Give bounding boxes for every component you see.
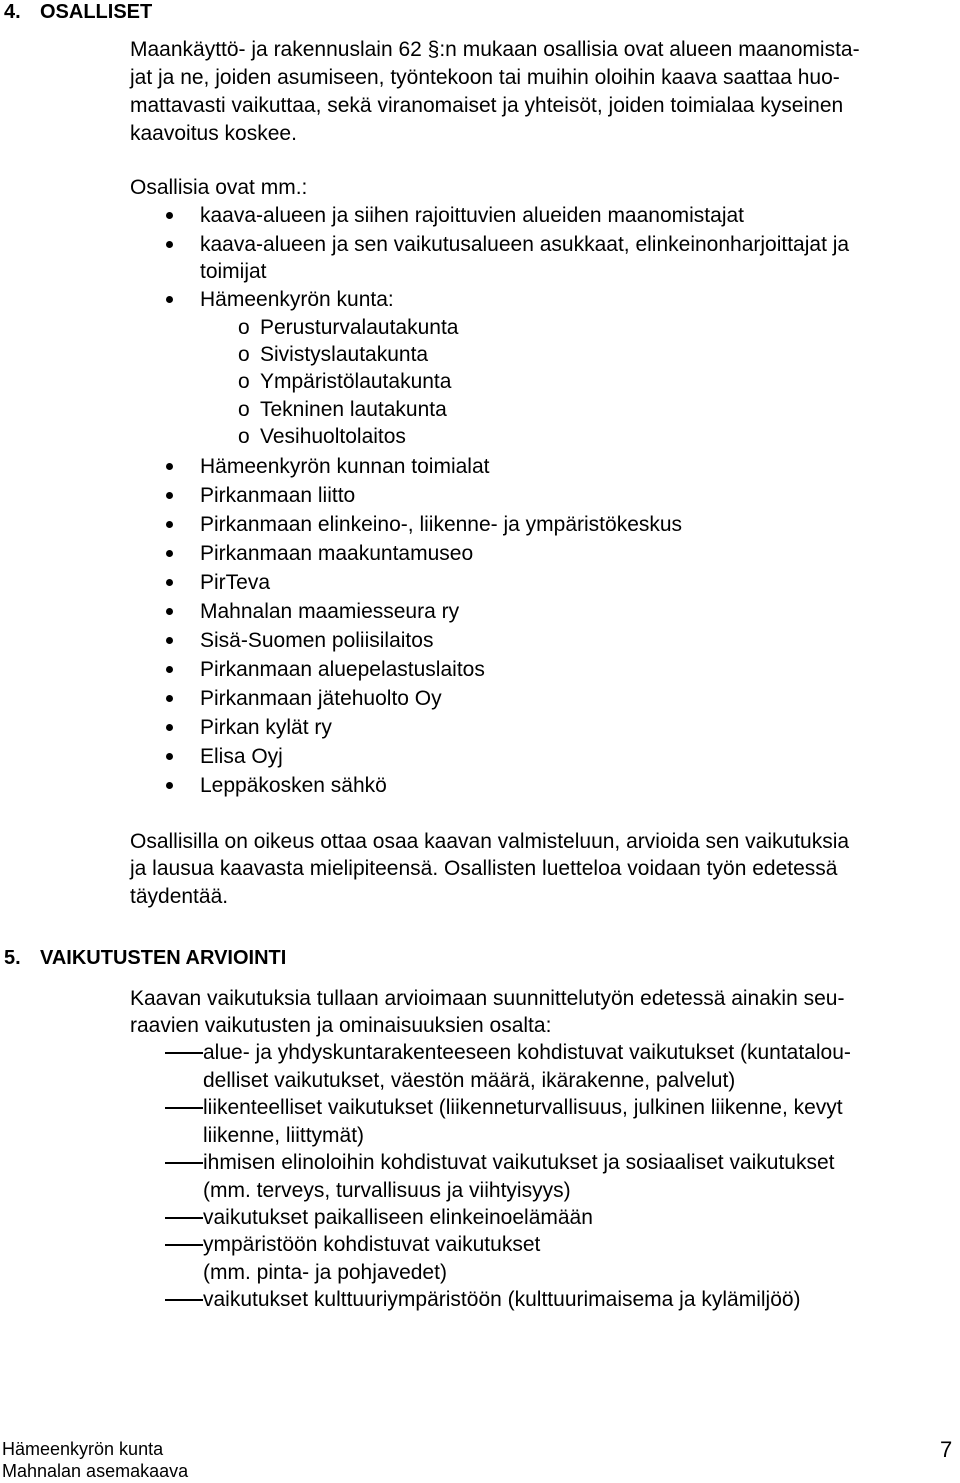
list-item: PirTeva (200, 571, 271, 594)
list-item: kaava-alueen ja siihen rajoittuvien alueiden maanomistajat (200, 204, 745, 227)
sub-list-item: Sivistyslautakunta (260, 343, 429, 366)
paragraph-line: täydentää. (130, 885, 229, 908)
dash-icon (165, 1107, 203, 1109)
paragraph-line: raavien vaikutusten ja ominaisuuksien osalta: (130, 1014, 552, 1037)
dash-icon (165, 1299, 203, 1301)
list-item: Pirkanmaan jätehuolto Oy (200, 687, 442, 710)
list-item-continuation: liikenne, liittymät) (203, 1124, 365, 1147)
section-5-number: 5. (4, 947, 21, 969)
list-item-continuation: delliset vaikutukset, väestön määrä, ikärakenne, palvelut) (203, 1069, 736, 1092)
list-item: Leppäkosken sähkö (200, 774, 387, 797)
sub-list-item: Tekninen lautakunta (260, 398, 447, 421)
bullet-icon (166, 463, 173, 470)
page-number: 7 (940, 1437, 953, 1462)
bullet-icon (166, 637, 173, 644)
bullet-icon (166, 521, 173, 528)
list-item: Pirkanmaan elinkeino-, liikenne- ja ympäristökeskus (200, 513, 683, 536)
sub-list-item: Perusturvalautakunta (260, 316, 459, 339)
bullet-icon (166, 212, 173, 219)
sub-bullet-icon: o (238, 370, 250, 393)
list-item: liikenteelliset vaikutukset (liikenneturvallisuus, julkinen liikenne, kevyt (203, 1096, 843, 1119)
bullet-icon (166, 579, 173, 586)
paragraph-line: Maankäyttö- ja rakennuslain 62 §:n mukaan osallisia ovat alueen maanomista- (130, 38, 860, 61)
dash-icon (165, 1052, 203, 1054)
list-item: Hämeenkyrön kunnan toimialat (200, 455, 490, 478)
bullet-icon (166, 241, 173, 248)
paragraph-line: mattavasti vaikuttaa, sekä viranomaiset ja yhteisöt, joiden toimialaa kyseinen (130, 94, 844, 117)
list-item: Hämeenkyrön kunta: (200, 288, 394, 311)
paragraph-line: Kaavan vaikutuksia tullaan arvioimaan suunnittelutyön edetessä ainakin seu- (130, 987, 845, 1010)
list-item: Sisä-Suomen poliisilaitos (200, 629, 434, 652)
paragraph-line: kaavoitus koskee. (130, 122, 297, 145)
footer-document: Mahnalan asemakaava (2, 1461, 189, 1481)
sub-bullet-icon: o (238, 425, 250, 448)
bullet-icon (166, 724, 173, 731)
sub-bullet-icon: o (238, 343, 250, 366)
list-item: Pirkanmaan aluepelastuslaitos (200, 658, 485, 681)
list-item: Mahnalan maamiesseura ry (200, 600, 460, 623)
list-item: Pirkanmaan liitto (200, 484, 356, 507)
paragraph-line: jat ja ne, joiden asumiseen, työntekoon tai muihin oloihin kaava saattaa huo- (130, 66, 840, 89)
bullet-icon (166, 753, 173, 760)
bullet-icon (166, 608, 173, 615)
section-5-title: VAIKUTUSTEN ARVIOINTI (40, 947, 287, 969)
bullet-icon (166, 492, 173, 499)
section-4-title: OSALLISET (40, 1, 153, 23)
dash-icon (165, 1162, 203, 1164)
paragraph-line: Osallisilla on oikeus ottaa osaa kaavan valmisteluun, arvioida sen vaikutuksia (130, 830, 850, 853)
list-item-continuation: (mm. terveys, turvallisuus ja viihtyisyys) (203, 1179, 571, 1202)
bullet-icon (166, 550, 173, 557)
list-item: kaava-alueen ja sen vaikutusalueen asukkaat, elinkeinonharjoittajat ja (200, 233, 850, 256)
list-item-continuation: toimijat (200, 260, 267, 283)
sub-list-item: Vesihuoltolaitos (260, 425, 406, 448)
bullet-icon (166, 666, 173, 673)
list-item: Pirkanmaan maakuntamuseo (200, 542, 474, 565)
bullet-icon (166, 782, 173, 789)
sub-bullet-icon: o (238, 398, 250, 421)
list-item: Elisa Oyj (200, 745, 283, 768)
list-item: Pirkan kylät ry (200, 716, 332, 739)
list-lead: Osallisia ovat mm.: (130, 176, 308, 199)
section-4-number: 4. (4, 1, 21, 23)
bullet-icon (166, 695, 173, 702)
paragraph-line: ja lausua kaavasta mielipiteensä. Osallisten luetteloa voidaan työn edetessä (130, 857, 838, 880)
list-item: vaikutukset kulttuuriympäristöön (kulttuurimaisema ja kylämiljöö) (203, 1288, 801, 1311)
bullet-icon (166, 296, 173, 303)
list-item: vaikutukset paikalliseen elinkeinoelämään (203, 1206, 593, 1229)
list-item-continuation: (mm. pinta- ja pohjavedet) (203, 1261, 447, 1284)
sub-list-item: Ympäristölautakunta (260, 370, 452, 393)
list-item: alue- ja yhdyskuntarakenteeseen kohdistuvat vaikutukset (kuntatalou- (203, 1041, 851, 1064)
footer-org: Hämeenkyrön kunta (2, 1439, 164, 1459)
sub-bullet-icon: o (238, 316, 250, 339)
dash-icon (165, 1244, 203, 1246)
list-item: ihmisen elinoloihin kohdistuvat vaikutukset ja sosiaaliset vaikutukset (203, 1151, 835, 1174)
list-item: ympäristöön kohdistuvat vaikutukset (203, 1233, 541, 1256)
dash-icon (165, 1217, 203, 1219)
